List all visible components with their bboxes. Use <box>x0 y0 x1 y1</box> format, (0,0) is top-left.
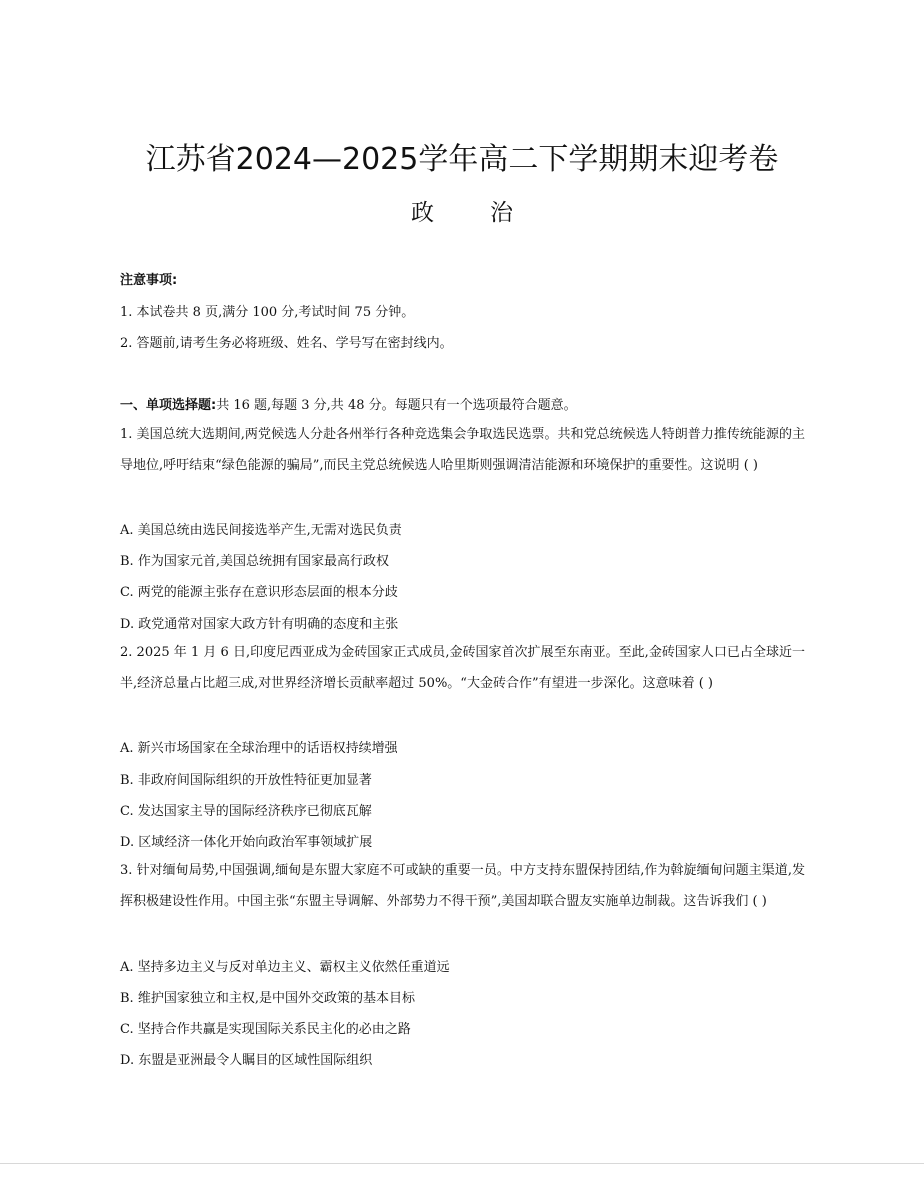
question-3-option-c: C. 坚持合作共赢是实现国际关系民主化的必由之路 <box>120 1022 411 1037</box>
section-heading <box>120 394 577 413</box>
question-1-option-b: B. 作为国家元首,美国总统拥有国家最高行政权 <box>120 554 389 569</box>
subject-char-1: 政 <box>411 200 434 226</box>
subject-char-2: 治 <box>490 200 513 226</box>
question-2-option-b: B. 非政府间国际组织的开放性特征更加显著 <box>120 773 372 788</box>
section-heading-desc: 共 16 题,每题 3 分,共 48 分。每题只有一个选项最符合题意。 <box>216 398 577 413</box>
question-2-option-a: A. 新兴市场国家在全球治理中的话语权持续增强 <box>120 741 398 756</box>
page-bottom-divider <box>0 1163 924 1164</box>
question-2-stem: 2. 2025 年 1 月 6 日,印度尼西亚成为金砖国家正式成员,金砖国家首次扩展至东南亚。至此,金砖国家人口已占全球近一半,经济总量占比超三成,对世界经济增长贡献率超过 50%。“大金砖合作”有望进一步深化。这意味着 ( ) <box>120 645 805 691</box>
question-3-option-b: B. 维护国家独立和主权,是中国外交政策的基本目标 <box>120 991 415 1006</box>
subject-title <box>0 194 924 227</box>
question-2-option-d: D. 区域经济一体化开始向政治军事领域扩展 <box>120 835 373 850</box>
question-3-stem: 3. 针对缅甸局势,中国强调,缅甸是东盟大家庭不可或缺的重要一员。中方支持东盟保持团结,作为斡旋缅甸问题主渠道,发挥积极建设性作用。中国主张“东盟主导调解、外部势力不得干预”,美国却联合盟友实施单边制裁。这告诉我们 ( ) <box>120 863 805 909</box>
notice-item-2: 2. 答题前,请考生务必将班级、姓名、学号写在密封线内。 <box>120 336 453 351</box>
question-3-option-d: D. 东盟是亚洲最令人瞩目的区域性国际组织 <box>120 1053 373 1068</box>
question-2-option-c: C. 发达国家主导的国际经济秩序已彻底瓦解 <box>120 804 372 819</box>
notice-title: 注意事项: <box>120 273 178 288</box>
question-1-option-d: D. 政党通常对国家大政方针有明确的态度和主张 <box>120 617 399 632</box>
question-1-stem: 1. 美国总统大选期间,两党候选人分赴各州举行各种竞选集会争取选民选票。共和党总统候选人特朗普力推传统能源的主导地位,呼吁结束“绿色能源的骗局”,而民主党总统候选人哈里斯则强调清洁能源和环境保护的重要性。这说明 ( ) <box>120 427 805 473</box>
question-1-option-a: A. 美国总统由选民间接选举产生,无需对选民负责 <box>120 523 402 538</box>
section-heading-label: 一、单项选择题: <box>120 398 217 413</box>
notice-item-1: 1. 本试卷共 8 页,满分 100 分,考试时间 75 分钟。 <box>120 305 415 320</box>
exam-title: 江苏省2024—2025学年高二下学期期末迎考卷 <box>145 142 779 177</box>
question-3-option-a: A. 坚持多边主义与反对单边主义、霸权主义依然任重道远 <box>120 960 450 975</box>
question-1-option-c: C. 两党的能源主张存在意识形态层面的根本分歧 <box>120 585 398 600</box>
